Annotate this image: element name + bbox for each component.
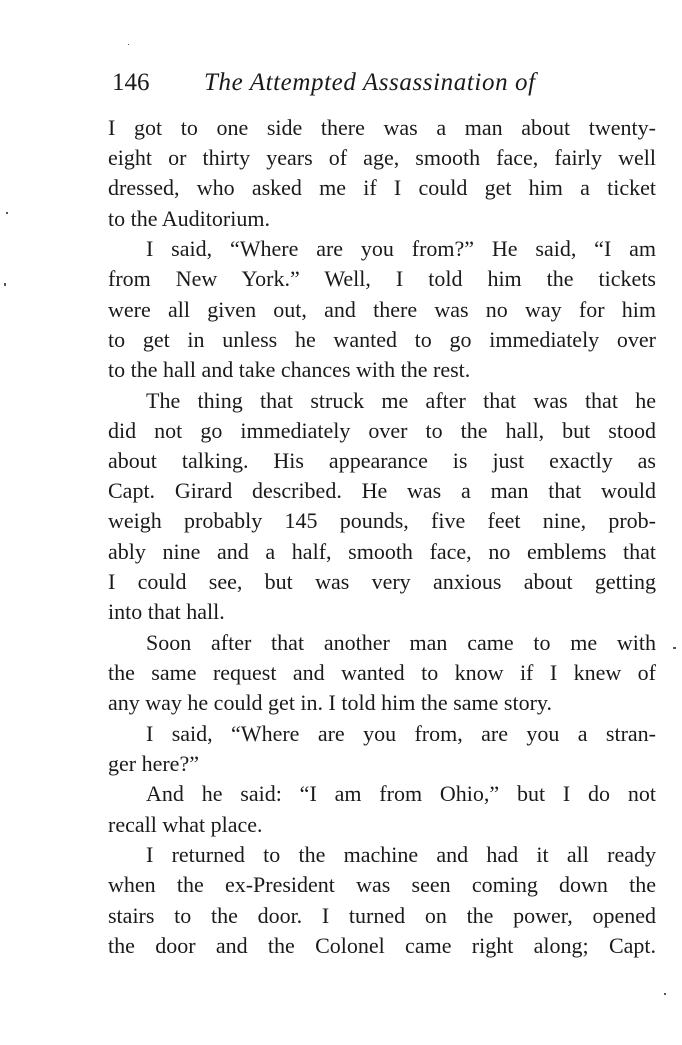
- scan-speck: [128, 44, 129, 45]
- running-title: The Attempted Assassination of: [204, 69, 536, 96]
- text-line: to get in unless he wanted to go immediately over: [108, 326, 656, 352]
- text-line: ably nine and a half, smooth face, no emblems that: [108, 538, 656, 564]
- text-line: dressed, who asked me if I could get him a ticket: [108, 175, 656, 201]
- text-line: I got to one side there was a man about twenty-: [108, 115, 656, 140]
- text-line: Capt. Girard described. He was a man that would: [108, 478, 656, 504]
- scan-speck: [4, 283, 6, 286]
- text-line: weigh probably 145 pounds, five feet nine, prob-: [108, 508, 656, 534]
- text-line: I said, “Where are you from?” He said, “I am: [146, 236, 656, 262]
- text-line: to the Auditorium.: [108, 205, 270, 231]
- paragraph: [108, 840, 656, 961]
- text-line: the door and the Colonel came right along; Capt.: [108, 932, 656, 958]
- text-line: The thing that struck me after that was that he: [146, 387, 656, 413]
- paragraph: [108, 234, 656, 385]
- scan-speck: [6, 212, 8, 214]
- text-line: And he said: “I am from Ohio,” but I do not: [146, 781, 656, 807]
- text-line: I could see, but was very anxious about getting: [108, 568, 656, 594]
- text-line: the same request and wanted to know if I knew of: [108, 659, 656, 685]
- text-line: eight or thirty years of age, smooth face, fairly well: [108, 145, 656, 171]
- body-text: [108, 113, 656, 961]
- running-head: [112, 66, 562, 100]
- text-line: from New York.” Well, I told him the tickets: [108, 266, 656, 292]
- page-number: 146: [112, 69, 150, 96]
- text-line: recall what place.: [108, 811, 263, 837]
- text-line: to the hall and take chances with the rest.: [108, 357, 471, 383]
- paragraph: [108, 628, 656, 719]
- paragraph: [108, 113, 656, 234]
- text-line: I said, “Where are you from, are you a stran-: [146, 720, 656, 746]
- text-line: Soon after that another man came to me with: [146, 629, 656, 655]
- text-line: stairs to the door. I turned on the power, opened: [108, 902, 656, 928]
- paragraph: [108, 719, 656, 779]
- scan-speck: [664, 993, 666, 995]
- text-line: were all given out, and there was no way for him: [108, 296, 656, 322]
- paragraph: [108, 779, 656, 839]
- text-line: did not go immediately over to the hall, but stood: [108, 417, 656, 443]
- text-line: into that hall.: [108, 599, 225, 625]
- text-line: I returned to the machine and had it all ready: [146, 842, 656, 868]
- text-line: when the ex-President was seen coming down the: [108, 872, 656, 898]
- text-line: any way he could get in. I told him the same story.: [108, 690, 552, 716]
- text-line: ger here?”: [108, 750, 199, 776]
- paragraph: [108, 386, 656, 628]
- text-line: about talking. His appearance is just exactly as: [108, 448, 656, 474]
- scan-speck: [673, 647, 676, 649]
